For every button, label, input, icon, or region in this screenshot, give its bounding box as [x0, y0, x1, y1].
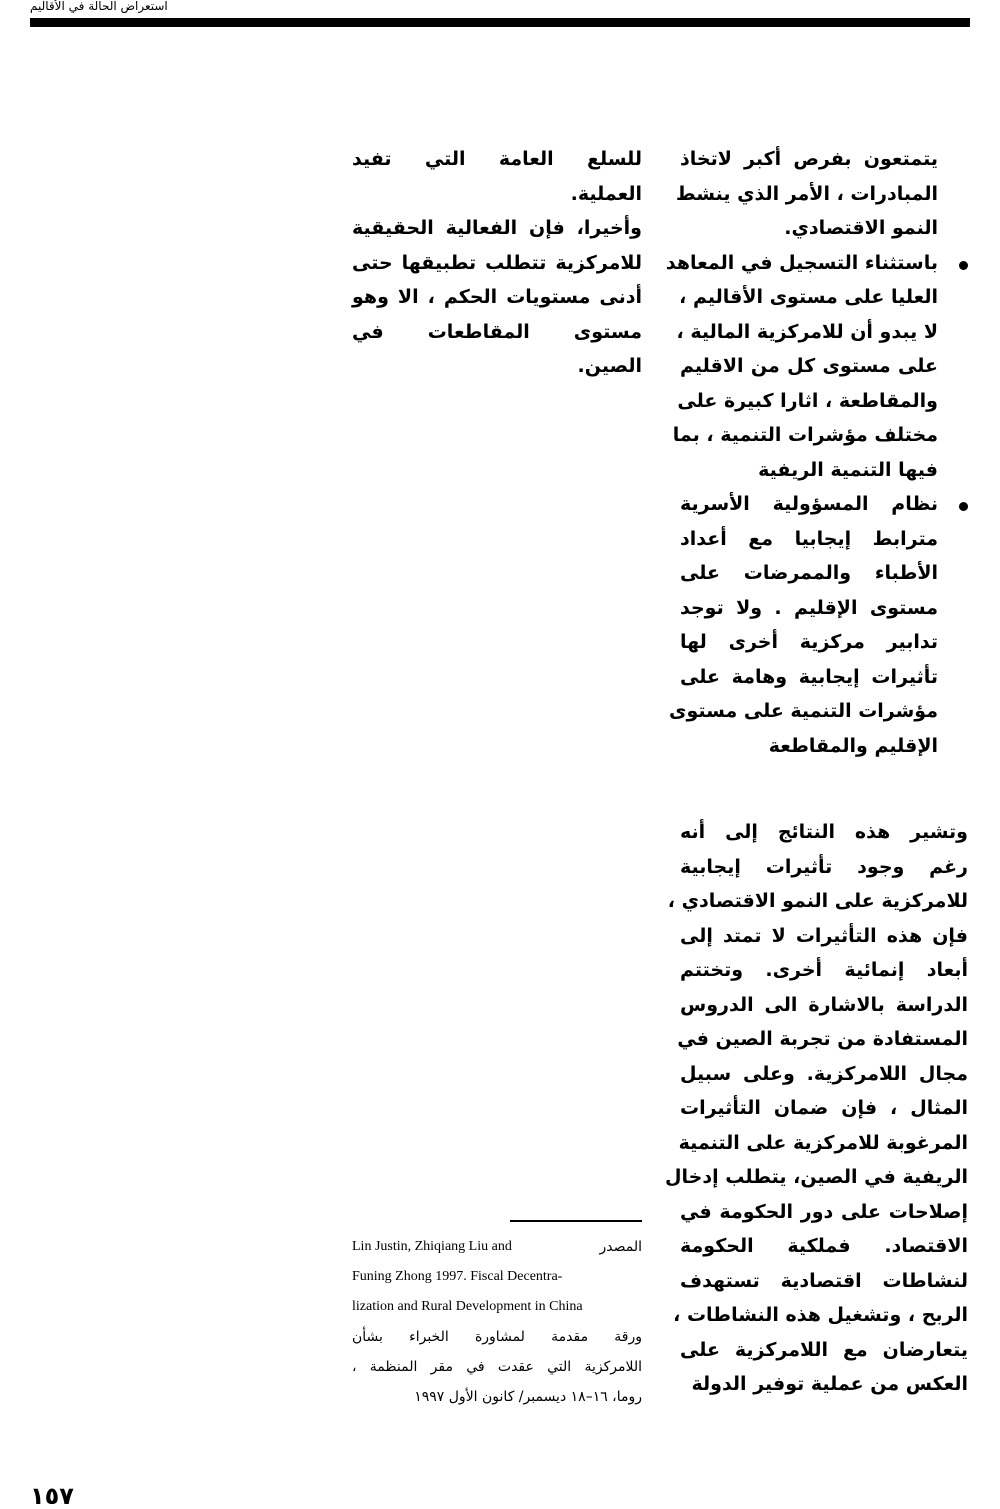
- text-line: مستوى الإقليم . ولا توجد: [680, 596, 938, 619]
- text-line: نظام المسؤولية الأسرية: [680, 493, 938, 515]
- text-line: الربح ، وتشغيل هذه النشاطات ،: [673, 1304, 968, 1326]
- bullet-item: [669, 487, 938, 763]
- header-rule: [30, 18, 970, 27]
- text-line: مجال اللامركزية. وعلى سبيل: [680, 1062, 968, 1085]
- bullet-icon: [959, 261, 968, 270]
- text-line: على مستوى كل من الاقليم: [680, 355, 938, 377]
- right-paragraph: [665, 815, 968, 1402]
- text-line: يتعارضان مع اللامركزية على: [680, 1338, 968, 1361]
- text-line: الأطباء والممرضات على: [680, 562, 938, 584]
- text-line: العملية.: [570, 182, 642, 205]
- text-line: فيها التنمية الريفية: [758, 458, 938, 481]
- text-line: فإن هذه التأثيرات لا تمتد إلى: [680, 924, 968, 947]
- text-line: تأثيرات إيجابية وهامة على: [680, 665, 938, 688]
- footnote-en-line: lization and Rural Development in China: [352, 1299, 583, 1314]
- text-line: يتمتعون بفرص أكبر لاتخاذ: [680, 148, 938, 170]
- footnote-ar-line: ورقة مقدمة لمشاورة الخبراء بشأن: [352, 1329, 642, 1345]
- bullet-item: [665, 246, 938, 488]
- text-line: العليا على مستوى الأقاليم ،: [679, 286, 938, 308]
- text-line: للامركزية على النمو الاقتصادي ،: [667, 890, 968, 912]
- text-line: أبعاد إنمائية أخرى. وتختتم: [680, 959, 968, 981]
- footnote-ar-line: اللامركزية التي عقدت في مقر المنظمة ،: [352, 1359, 642, 1375]
- bullet-icon: [959, 502, 968, 511]
- text-line: العكس من عملية توفير الدولة: [691, 1373, 968, 1395]
- text-line: لا يبدو أن للامركزية المالية ،: [676, 320, 938, 343]
- text-line: مستوى المقاطعات في: [352, 320, 642, 343]
- footnote-rule: [510, 1220, 642, 1222]
- footnote: [352, 1232, 642, 1412]
- text-line: المثال ، فإن ضمان التأثيرات: [680, 1097, 968, 1119]
- text-line: النمو الاقتصادي.: [784, 217, 938, 239]
- text-line: الإقليم والمقاطعة: [768, 734, 938, 757]
- footnote-ar-line: روما، ١٦–١٨ ديسمبر/ كانون الأول ١٩٩٧: [414, 1389, 642, 1405]
- page-number: ١٥٧: [30, 1482, 74, 1509]
- running-header: استعراض الحالة في الأقاليم: [30, 0, 168, 13]
- text-line: تدابير مركزية أخرى لها: [680, 631, 938, 653]
- text-line: أدنى مستويات الحكم ، الا وهو: [352, 286, 642, 308]
- text-line: إصلاحات على دور الحكومة في: [680, 1200, 968, 1223]
- text-line: مختلف مؤشرات التنمية ، بما: [672, 424, 938, 446]
- text-line: لنشاطات اقتصادية تستهدف: [680, 1269, 968, 1292]
- left-column: [352, 142, 642, 384]
- text-line: المستفادة من تجربة الصين في: [677, 1028, 968, 1050]
- text-line: الصين.: [577, 355, 642, 377]
- text-line: الدراسة بالاشارة الى الدروس: [680, 993, 968, 1016]
- text-line: مترابط إيجابيا مع أعداد: [680, 527, 938, 550]
- right-column: [665, 142, 938, 763]
- text-line: باستثناء التسجيل في المعاهد: [665, 251, 938, 274]
- text-line: والمقاطعة ، اثارا كبيرة على: [677, 389, 938, 412]
- footnote-label: المصدر: [599, 1239, 642, 1255]
- text-line: الاقتصاد. فملكية الحكومة: [680, 1235, 968, 1257]
- text-line: وأخيرا، فإن الفعالية الحقيقية: [352, 217, 642, 239]
- text-line: رغم وجود تأثيرات إيجابية: [680, 855, 968, 878]
- text-line: وتشير هذه النتائج إلى أنه: [680, 821, 968, 843]
- footnote-en-line: Funing Zhong 1997. Fiscal Decentra-: [352, 1269, 563, 1284]
- text-line: مؤشرات التنمية على مستوى: [669, 700, 938, 722]
- text-line: للسلع العامة التي تفيد: [352, 148, 642, 170]
- text-line: للامركزية تتطلب تطبيقها حتى: [352, 251, 642, 274]
- text-line: المبادرات ، الأمر الذي ينشط: [675, 182, 938, 205]
- text-line: الريفية في الصين، يتطلب إدخال: [665, 1166, 968, 1188]
- text-line: المرغوبة للامركزية على التنمية: [678, 1131, 968, 1154]
- footnote-en-line: Lin Justin, Zhiqiang Liu and: [352, 1239, 512, 1254]
